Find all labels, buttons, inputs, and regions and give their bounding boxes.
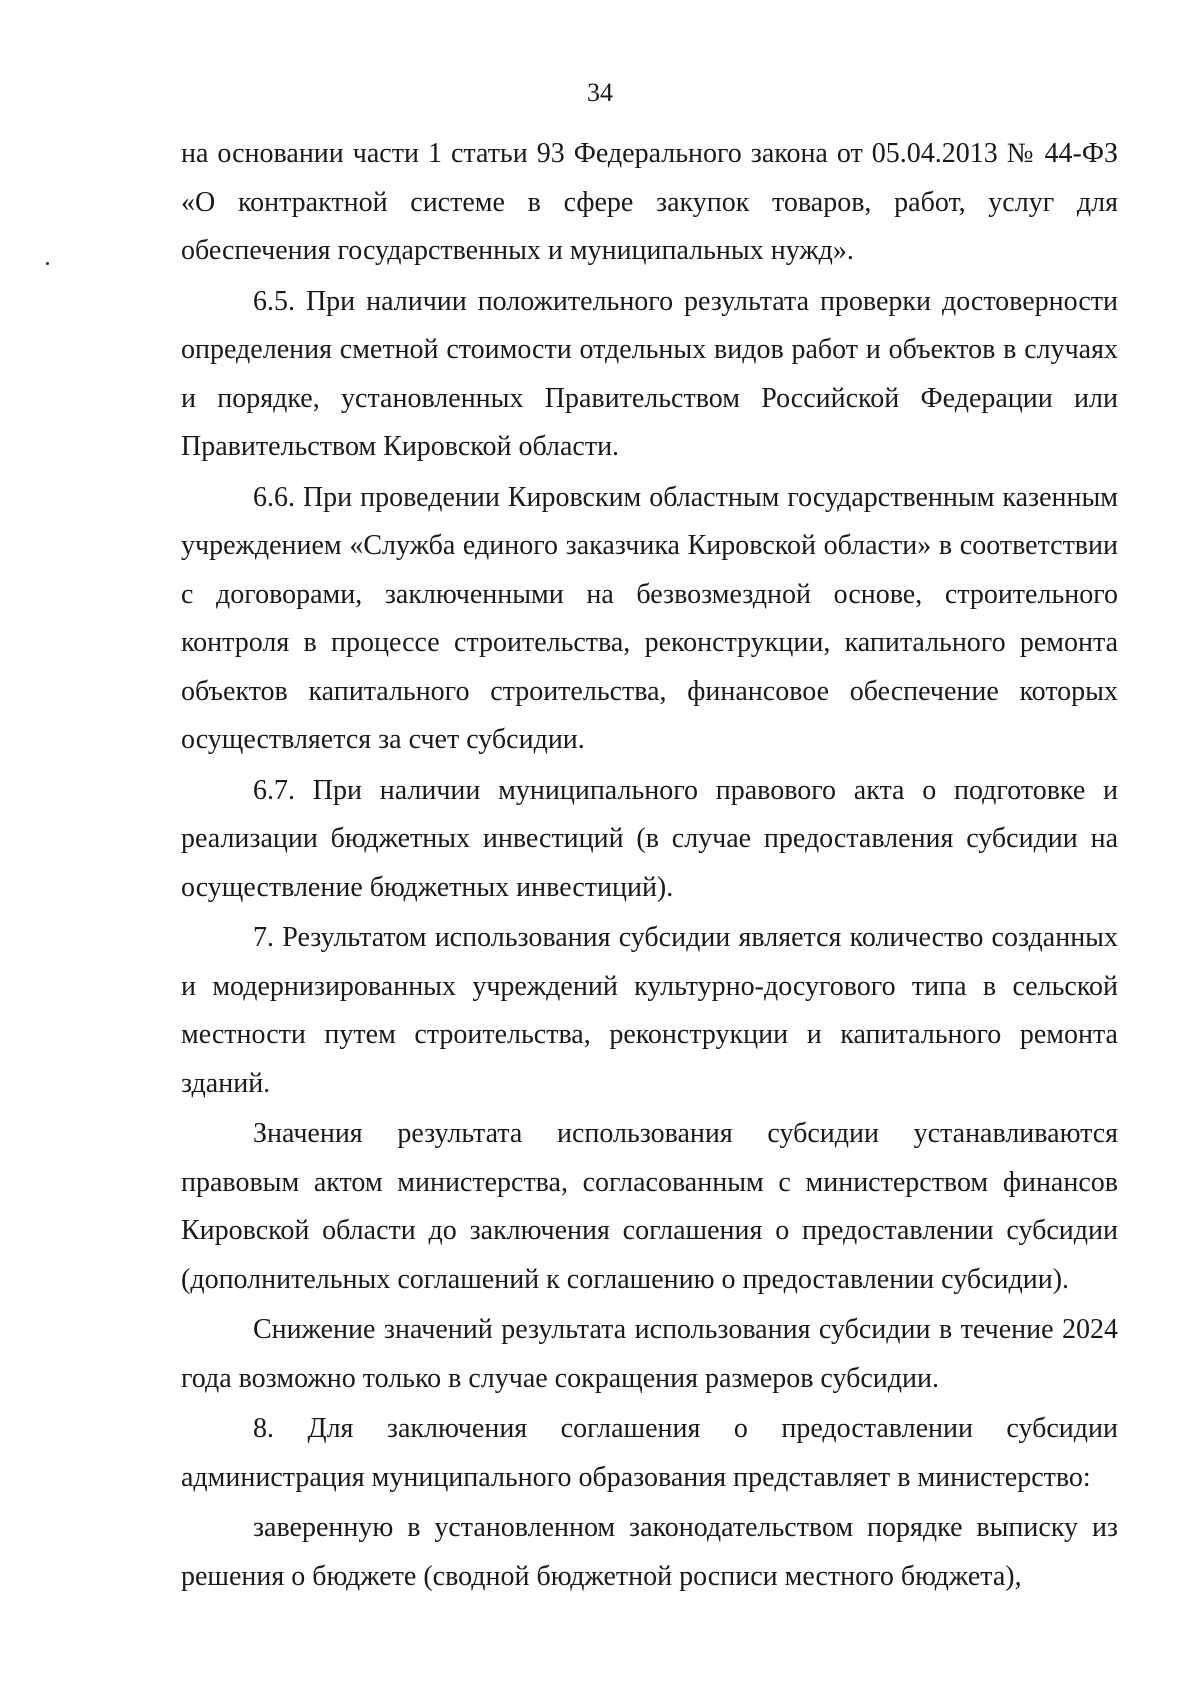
scan-speck xyxy=(46,262,49,265)
paragraph-result-reduction: Снижение значений результата использования субсидии в течение 2024 года возможно только в случае сокращения размеров субсидии. xyxy=(181,1314,1118,1394)
paragraph-continuation: на основании части 1 статьи 93 Федерального закона от 05.04.2013 № 44-ФЗ «О контрактной системе в сфере закупок товаров, работ, услуг для обеспечения государственных и муниципальных нужд». xyxy=(181,138,1118,266)
paragraph-8: 8. Для заключения соглашения о предоставлении субсидии администрация муниципального образования представляет в министерство: xyxy=(181,1413,1118,1493)
paragraph-7: 7. Результатом использования субсидии является количество созданных и модернизированных учреждений культурно-досугового типа в сельской местности путем строительства, реконструкции и капитального ремонта зданий. xyxy=(181,922,1118,1099)
paragraph-6-5: 6.5. При наличии положительного результата проверки достоверности определения сметной стоимости отдельных видов работ и объектов в случаях и порядке, установленных Правительством Российской Федерации или Правительством Кировской области. xyxy=(181,285,1118,462)
paragraph-6-6: 6.6. При проведении Кировским областным государственным казенным учреждением «Служба единого заказчика Кировской области» в соответствии с договорами, заключенными на безвозмездной основе, строительного контроля в процессе строительства, реконструкции, капитального ремонта объектов капитального строительства, финансовое обеспечение которых осуществляется за счет субсидии. xyxy=(181,481,1118,755)
paragraph-result-values: Значения результата использования субсидии устанавливаются правовым актом министерства, согласованным с министерством финансов Кировской области до заключения соглашения о предоставлении субсидии (дополнительных соглашений к соглашению о предоставлении субсидии). xyxy=(181,1118,1118,1295)
page-number: 34 xyxy=(587,78,613,107)
document-body xyxy=(181,130,1118,1601)
paragraph-6-7: 6.7. При наличии муниципального правового акта о подготовке и реализации бюджетных инвестиций (в случае предоставления субсидии на осуществление бюджетных инвестиций). xyxy=(181,774,1118,903)
paragraph-budget-extract: заверенную в установленном законодательством порядке выписку из решения о бюджете (сводной бюджетной росписи местного бюджета), xyxy=(181,1512,1118,1592)
